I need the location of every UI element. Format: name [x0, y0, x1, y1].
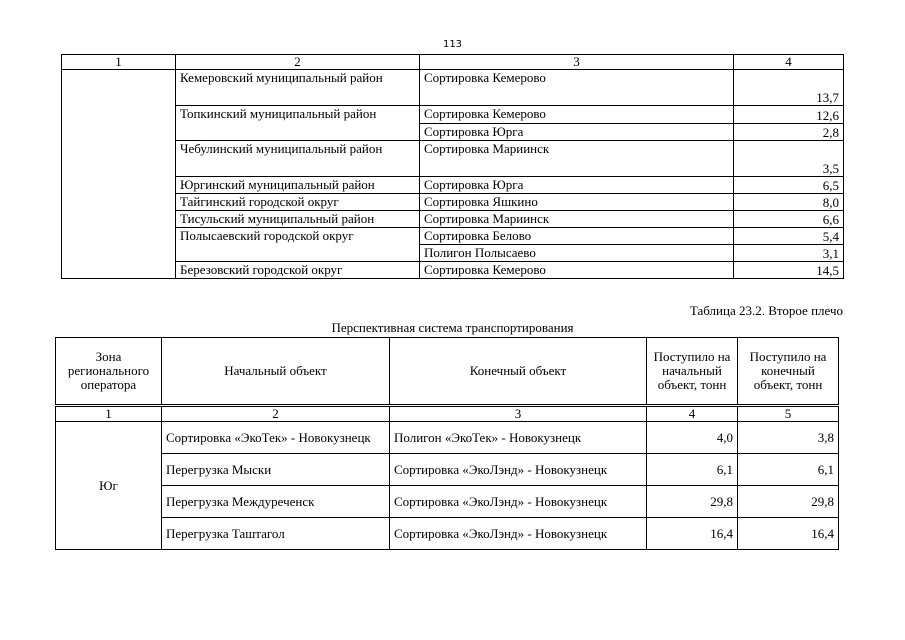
object-cell: Сортировка Кемерово	[420, 70, 734, 106]
in-end-cell: 3,8	[738, 422, 839, 454]
table-row	[62, 70, 844, 106]
object-cell: Сортировка Юрга	[420, 124, 734, 141]
in-end-cell: 6,1	[738, 454, 839, 486]
object-cell: Полигон Полысаево	[420, 245, 734, 262]
district-cell: Тайгинский городской округ	[176, 194, 420, 211]
district-cell: Чебулинский муниципальный район	[176, 141, 420, 177]
table-title: Перспективная система транспортирования	[331, 320, 574, 335]
table-header-cell: Начальный объект	[162, 338, 390, 406]
table-row	[62, 177, 844, 194]
table-header-cell: 4	[734, 55, 844, 70]
district-cell: Тисульский муниципальный район	[176, 211, 420, 228]
object-cell: Сортировка Мариинск	[420, 141, 734, 177]
zone-cell: Юг	[56, 422, 162, 550]
table-number-caption: Таблица 23.2. Второе плечо	[689, 303, 843, 318]
table-row	[62, 194, 844, 211]
table-header-cell: 1	[62, 55, 176, 70]
district-cell: Березовский городской округ	[176, 262, 420, 279]
table-index-cell: 2	[162, 406, 390, 422]
start-object-cell: Перегрузка Таштагол	[162, 518, 390, 550]
table-row	[62, 141, 844, 177]
in-end-cell: 29,8	[738, 486, 839, 518]
page-number: 113	[442, 39, 463, 50]
continued-table	[61, 54, 844, 279]
value-cell: 5,4	[734, 228, 844, 245]
table-header-cell: Конечный объект	[390, 338, 647, 406]
table-index-cell: 3	[390, 406, 647, 422]
end-object-cell: Сортировка «ЭкоЛэнд» - Новокузнецк	[390, 518, 647, 550]
in-start-cell: 29,8	[647, 486, 738, 518]
object-cell: Сортировка Кемерово	[420, 106, 734, 124]
table-row	[62, 106, 844, 124]
table-index-cell: 5	[738, 406, 839, 422]
district-cell: Кемеровский муниципальный район	[176, 70, 420, 106]
start-object-cell: Перегрузка Мыски	[162, 454, 390, 486]
object-cell: Сортировка Белово	[420, 228, 734, 245]
end-object-cell: Сортировка «ЭкоЛэнд» - Новокузнецк	[390, 454, 647, 486]
table-header-cell: Поступило на начальный объект, тонн	[647, 338, 738, 406]
end-object-cell: Полигон «ЭкоТек» - Новокузнецк	[390, 422, 647, 454]
start-object-cell: Сортировка «ЭкоТек» - Новокузнецк	[162, 422, 390, 454]
table-row	[56, 518, 839, 550]
end-object-cell: Сортировка «ЭкоЛэнд» - Новокузнецк	[390, 486, 647, 518]
object-cell: Сортировка Яшкино	[420, 194, 734, 211]
object-cell: Сортировка Кемерово	[420, 262, 734, 279]
table-header-cell: Зона регионального оператора	[56, 338, 162, 406]
table-index-row	[56, 406, 839, 422]
zone-cell	[62, 70, 176, 279]
value-cell: 2,8	[734, 124, 844, 141]
object-cell: Сортировка Мариинск	[420, 211, 734, 228]
object-cell: Сортировка Юрга	[420, 177, 734, 194]
value-cell: 14,5	[734, 262, 844, 279]
table-row	[56, 422, 839, 454]
district-cell: Полысаевский городской округ	[176, 228, 420, 262]
value-cell: 3,1	[734, 245, 844, 262]
start-object-cell: Перегрузка Междуреченск	[162, 486, 390, 518]
table-row	[62, 262, 844, 279]
table-index-cell: 4	[647, 406, 738, 422]
district-cell: Топкинский муниципальный район	[176, 106, 420, 141]
table-row	[62, 228, 844, 245]
in-end-cell: 16,4	[738, 518, 839, 550]
value-cell: 3,5	[734, 141, 844, 177]
in-start-cell: 16,4	[647, 518, 738, 550]
table-header-cell: 2	[176, 55, 420, 70]
table-index-cell: 1	[56, 406, 162, 422]
value-cell: 6,5	[734, 177, 844, 194]
transport-table	[55, 337, 839, 550]
value-cell: 6,6	[734, 211, 844, 228]
in-start-cell: 6,1	[647, 454, 738, 486]
table-row	[56, 486, 839, 518]
value-cell: 13,7	[734, 70, 844, 106]
value-cell: 8,0	[734, 194, 844, 211]
table-header-row	[56, 338, 839, 406]
table-header-row	[62, 55, 844, 70]
district-cell: Юргинский муниципальный район	[176, 177, 420, 194]
in-start-cell: 4,0	[647, 422, 738, 454]
table-row	[62, 211, 844, 228]
table-header-cell: 3	[420, 55, 734, 70]
table-row	[56, 454, 839, 486]
table-header-cell: Поступило на конечный объект, тонн	[738, 338, 839, 406]
value-cell: 12,6	[734, 106, 844, 124]
